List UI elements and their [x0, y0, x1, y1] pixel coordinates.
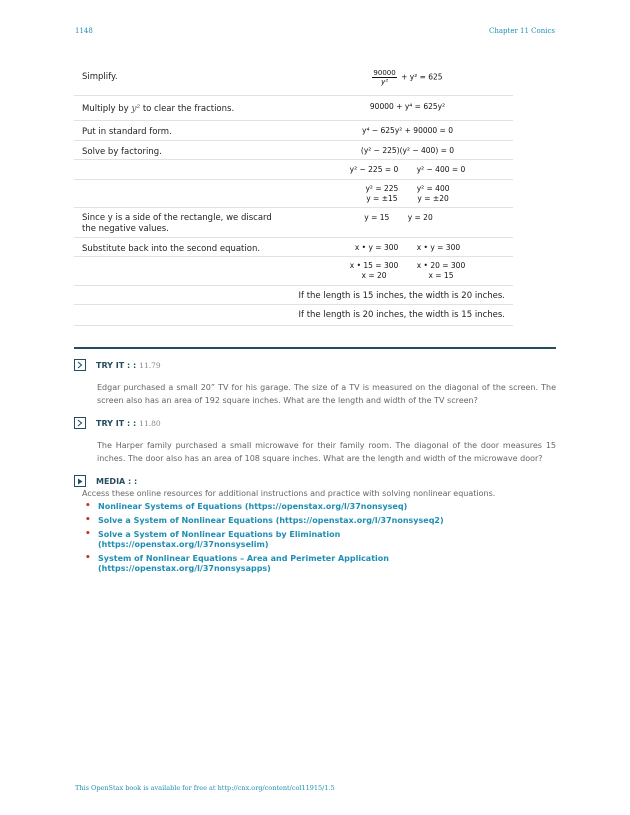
step-row [74, 257, 513, 286]
inline-math: y² [131, 104, 141, 114]
step-label [74, 257, 302, 285]
bullet-icon: • [85, 501, 91, 511]
step-equation [302, 238, 513, 256]
try-it-box [74, 416, 556, 465]
step-row [74, 238, 513, 257]
media-header [74, 474, 556, 488]
equation-line: y² = 400 [416, 184, 450, 193]
conclusion-row [74, 286, 513, 305]
list-item [85, 553, 488, 574]
step-label: Put in standard form. [82, 127, 172, 137]
step-equation: 90000 + y⁴ = 625y² [369, 102, 446, 111]
equation-line: x = 15 [428, 271, 454, 280]
list-item [85, 529, 488, 550]
step-equation [302, 257, 513, 285]
bullet-icon: • [85, 553, 91, 563]
step-label [74, 160, 302, 179]
try-it-box [74, 358, 556, 407]
step-row [74, 141, 513, 160]
chapter-title: Chapter 11 Conics [488, 27, 555, 35]
fraction-denominator: y² [381, 78, 389, 86]
media-link[interactable]: Solve a System of Nonlinear Equations by Elimination (https://openstax.org/l/37nonsyselim) [98, 530, 341, 549]
try-it-text: The Harper family purchased a small microwave for their family room. The diagonal of the door measures 15 inches. The door also has an area of 108 square inches. What are the length and width of the microwave door? [97, 441, 556, 463]
media-link[interactable]: Solve a System of Nonlinear Equations (https://openstax.org/l/37nonsyseq2) [98, 516, 444, 525]
section-divider [74, 347, 556, 349]
step-equation [302, 160, 513, 179]
step-label: Solve by factoring. [82, 147, 162, 157]
step-equation [284, 208, 513, 237]
conclusion-text: If the length is 20 inches, the width is 15 inches. [298, 310, 505, 320]
conclusion-row [74, 305, 513, 326]
media-link[interactable]: System of Nonlinear Equations – Area and Perimeter Application (https://openstax.org/l/37nonsysapps) [98, 554, 389, 573]
step-label-text: Multiply by [82, 104, 129, 114]
media-box [74, 474, 556, 578]
equation-line: x • 20 = 300 [416, 261, 466, 270]
step-equation: (y² − 225)(y² − 400) = 0 [360, 146, 455, 155]
step-label: Substitute back into the second equation. [82, 244, 261, 254]
conclusion-text: If the length is 15 inches, the width is 20 inches. [298, 291, 505, 301]
equation-line: y = ±20 [417, 194, 449, 203]
step-row [74, 96, 513, 121]
chevron-right-icon[interactable] [74, 359, 86, 371]
equation-right [417, 184, 450, 204]
step-row [74, 180, 513, 208]
media-link-list [74, 502, 556, 574]
try-it-label: TRY IT : : [96, 360, 137, 370]
step-row [74, 121, 513, 141]
list-item [85, 515, 488, 526]
page-number: 1148 [75, 27, 93, 35]
bullet-icon: • [85, 529, 91, 539]
try-it-label: TRY IT : : [96, 418, 137, 428]
try-it-header [74, 416, 556, 430]
step-label-text: to clear the fractions. [142, 104, 235, 114]
solution-steps-table [74, 66, 513, 326]
equation-left [350, 261, 399, 281]
equation-rest: + y² = 625 [401, 72, 443, 82]
equation-left: y = 15 [364, 213, 390, 222]
try-it-text: Edgar purchased a small 20” TV for his garage. The size of a TV is measured on the diagonal of the screen. The screen also has an area of 192 square inches. What are the length and width of the TV screen? [97, 383, 556, 405]
fraction [372, 69, 396, 86]
equation-right [417, 261, 466, 281]
equation-line: x • 15 = 300 [349, 261, 399, 270]
try-it-number: 11.80 [139, 418, 161, 428]
media-label: MEDIA : : [96, 476, 138, 486]
equation-right: y² − 400 = 0 [416, 165, 466, 174]
bullet-icon: • [85, 515, 91, 525]
step-label: Simplify. [82, 72, 118, 82]
step-equation [302, 66, 513, 95]
fraction-numerator: 90000 [373, 69, 396, 77]
equation-line: y = ±15 [366, 194, 398, 203]
list-item [85, 501, 488, 512]
play-icon[interactable] [74, 475, 86, 487]
page-footer: This OpenStax book is available for free at http://cnx.org/content/col11915/1.5 [75, 784, 335, 792]
equation-line: y² = 225 [365, 184, 399, 193]
step-row [74, 66, 513, 96]
try-it-header [74, 358, 556, 372]
step-label [74, 96, 302, 120]
equation-right: x • y = 300 [416, 243, 461, 252]
try-it-number: 11.79 [139, 360, 161, 370]
equation-line: x = 20 [361, 271, 387, 280]
equation-left: x • y = 300 [354, 243, 399, 252]
equation-right: y = 20 [407, 213, 433, 222]
step-row [74, 160, 513, 180]
step-equation [302, 180, 513, 207]
media-intro: Access these online resources for additional instructions and practice with solving nonlinear equations. [82, 489, 496, 498]
chevron-right-icon[interactable] [74, 417, 86, 429]
step-equation: y⁴ − 625y² + 90000 = 0 [362, 126, 453, 135]
equation-left: y² − 225 = 0 [349, 165, 399, 174]
step-label: Since y is a side of the rectangle, we discard the negative values. [82, 213, 272, 234]
step-label [74, 180, 302, 207]
step-row [74, 208, 513, 238]
equation-left [365, 184, 398, 204]
media-link[interactable]: Nonlinear Systems of Equations (https://openstax.org/l/37nonsyseq) [98, 502, 408, 511]
